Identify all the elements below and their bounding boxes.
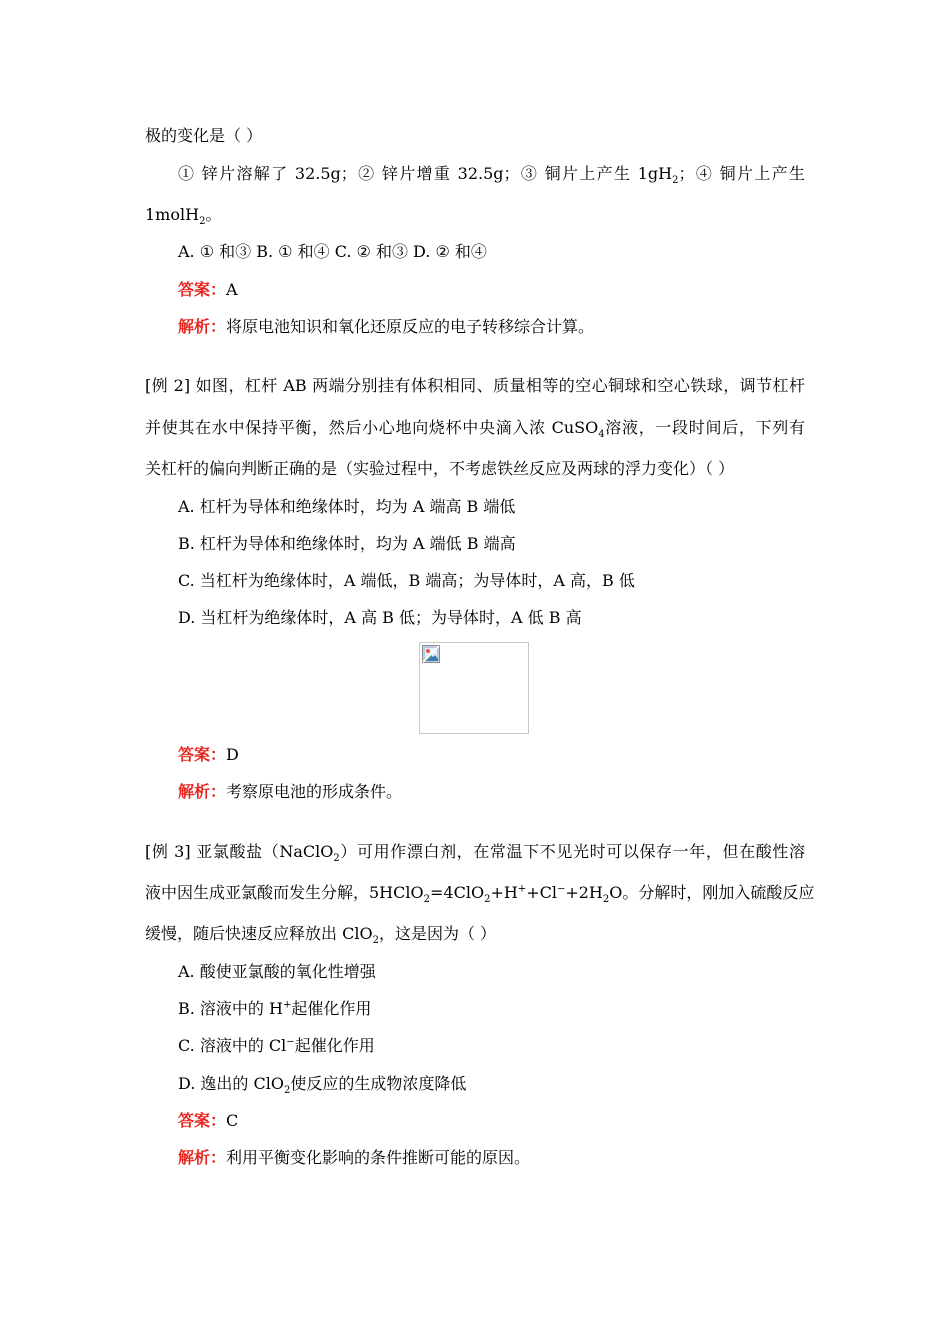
answer-label: 答案： — [178, 1111, 227, 1130]
q1-statement-4-end: 1molH$_2$。 — [145, 205, 222, 228]
q3-option-c: C. 溶液中的 Cl−起催化作用 — [178, 1036, 375, 1055]
broken-image-figure — [419, 642, 529, 734]
q1-statement-2: ② 锌片增重 32.5g； — [356, 164, 520, 183]
analysis-label: 解析： — [178, 782, 227, 801]
q1-statement-4: ④ 铜片上产生 — [694, 164, 805, 183]
q1-statement-1: ① 锌片溶解了 32.5g； — [178, 164, 357, 183]
analysis-text: 考察原电池的形成条件。 — [226, 782, 403, 801]
q3-stem-line-3: 缓慢，随后快速反应释放出 ClO$_2$，这是因为（ ） — [145, 924, 497, 947]
broken-image-icon — [422, 645, 440, 663]
q2-option-a: A. 杠杆为导体和绝缘体时，均为 A 端高 B 端低 — [178, 497, 516, 516]
q2-option-d: D. 当杠杆为绝缘体时，A 高 B 低；为导体时，A 低 B 高 — [178, 608, 582, 627]
q2-stem-line-2: 并使其在水中保持平衡，然后小心地向烧杯中央滴入浓 CuSO$_4$溶液，一段时间后，下列有 — [145, 418, 805, 441]
answer-label: 答案： — [178, 280, 227, 299]
analysis-text: 将原电池知识和氧化还原反应的电子转移综合计算。 — [226, 317, 595, 336]
q1-analysis — [178, 316, 594, 338]
q3-option-b: B. 溶液中的 H+起催化作用 — [178, 999, 372, 1018]
analysis-text: 利用平衡变化影响的条件推断可能的原因。 — [226, 1148, 531, 1167]
q3-analysis — [178, 1147, 530, 1169]
q1-answer — [178, 279, 238, 301]
q1-statement-3: ③ 铜片上产生 $1gH_2$； — [519, 164, 695, 187]
q3-stem-line-2: 液中因生成亚氯酸而发生分解，$5HClO_2=4ClO_2+H^++Cl^-+2H_2O$。分解时，刚加入硫酸反应 — [145, 883, 815, 906]
answer-label: 答案： — [178, 745, 227, 764]
answer-value: A — [226, 280, 238, 299]
analysis-label: 解析： — [178, 1148, 227, 1167]
q3-option-d: D. 逸出的 ClO$_2$使反应的生成物浓度降低 — [178, 1074, 467, 1097]
q1-statements — [178, 163, 805, 185]
answer-value: D — [226, 745, 239, 764]
q1-options: A. ① 和③ B. ① 和④ C. ② 和③ D. ② 和④ — [178, 242, 487, 261]
q1-stem-tail: 极的变化是（ ） — [145, 126, 263, 145]
q3-answer — [178, 1110, 238, 1132]
q3-stem-line-1: [例 3] 亚氯酸盐（NaClO$_2$）可用作漂白剂，在常温下不见光时可以保存一年，但在酸性溶 — [145, 842, 805, 865]
q2-option-c: C. 当杠杆为绝缘体时，A 端低，B 端高；为导体时，A 高，B 低 — [178, 571, 635, 590]
q2-analysis — [178, 781, 402, 803]
q3-option-a: A. 酸使亚氯酸的氧化性增强 — [178, 962, 376, 981]
q2-stem-line-3: 关杠杆的偏向判断正确的是（实验过程中，不考虑铁丝反应及两球的浮力变化）（ ） — [145, 459, 735, 478]
answer-value: C — [226, 1111, 239, 1130]
analysis-label: 解析： — [178, 317, 227, 336]
q2-option-b: B. 杠杆为导体和绝缘体时，均为 A 端低 B 端高 — [178, 534, 516, 553]
q2-stem-line-1: [例 2] 如图，杠杆 AB 两端分别挂有体积相同、质量相等的空心铜球和空心铁球，调节杠杆 — [145, 376, 805, 395]
q2-answer — [178, 744, 239, 766]
